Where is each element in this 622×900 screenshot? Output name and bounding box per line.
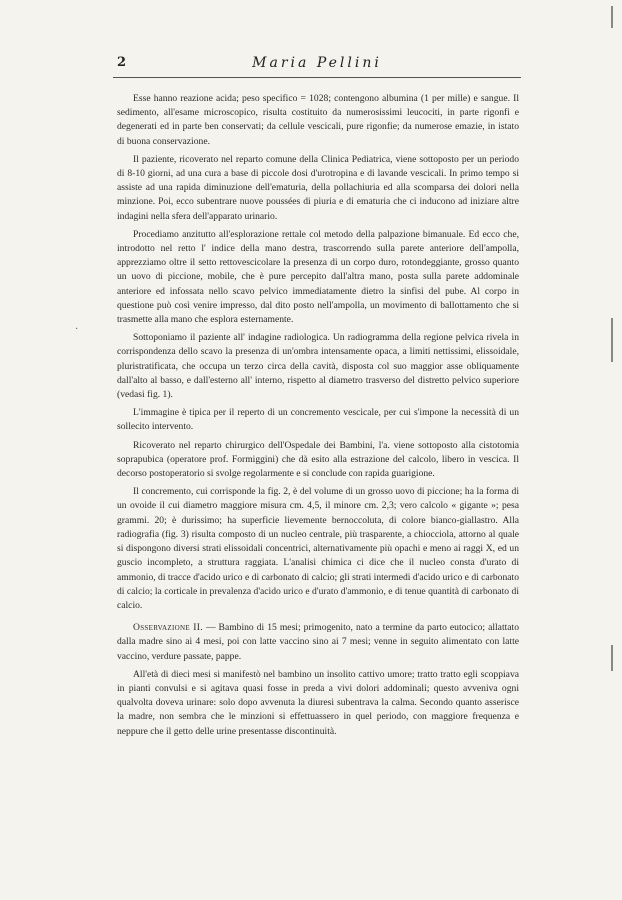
- paragraph: L'immagine è tipica per il reperto di un concremento vescicale, per cui s'impone la necessità di un sollecito intervento.: [117, 407, 519, 433]
- margin-scan-line: [611, 645, 613, 671]
- paragraph: Procediamo anzitutto all'esplorazione rettale col metodo della palpazione bimanuale. Ed ecco che, introdotto nel retto l' indice della mano destra, trascorrendo sulla parete anteriore dell'ampolla, apprezziamo oltre il setto rettovescicolare la presenza di un corpo duro, rotondeggiante, grosso quanto un uovo di piccione, mobile, che è pure percepito dall'altra mano, posta sulla parete addominale anteriore ed infossata nello scavo pelvico immediatamente dietro la sinfisi del pube. Al corpo in questione può così venire impresso, dal dito posto nell'ampolla, un movimento di ballottamento che si trasmette alla mano che esplora esternamente.: [117, 228, 519, 326]
- paragraph: All'età di dieci mesi si manifestò nel bambino un insolito cattivo umore; tratto tratto egli scoppiava in pianti convulsi e si agitava quasi fosse in preda a vivi dolori addominali; questo avveniva ogni qualvolta doveva urinare: solo dopo avvenuta la diuresi subentrava la calma. Secondo quanto asserisce la madre, non sembra che le minzioni si effettuassero in quel periodo, con maggiore frequenza e neppure che il getto delle urine presentasse discontinuità.: [117, 668, 519, 737]
- paragraph: Il concremento, cui corrisponde la fig. 2, è del volume di un grosso uovo di piccione; ha la forma di un ovoide il cui diametro maggiore misura cm. 4,5, il minore cm. 2,3; vero calcolo « gigante »; pesa grammi. 20; è durissimo; ha superficie lievemente bernoccoluta, di colore bianco-giallastro. Alla radiografia (fig. 3) risulta composto di un nucleo centrale, più trasparente, a chiocciola, attorno al quale si dispongono diversi strati elissoidali concentrici, alternativamente più opachi e meno ai raggi X, ed un guscio incompleto, a struttura raggiata. L'analisi chimica ci dice che il nucleo consta d'urato di ammonio, di tracce d'acido urico e di carbonato di calcio; gli strati intermedi d'acido urico e di carbonato di calcio; la corticale in prevalenza d'acido urico e d'urato d'ammonio, e di tenue quantità di carbonato di calcio.: [117, 486, 519, 611]
- paragraph: [117, 621, 519, 664]
- paragraph: Il paziente, ricoverato nel reparto comune della Clinica Pediatrica, viene sottoposto per un periodo di 8-10 giorni, ad una cura a base di piccole dosi d'urotropina e di lavande vescicali. In primo tempo si assiste ad una rapida diminuzione dell'ematuria, della pollachiuria ed alla scomparsa dei dolori nella minzione. Poi, ecco subentrare nuove poussées di piuria e di ematuria che ci inducono ad iniziare altre indagini nella sfera dell'apparato urinario.: [117, 153, 519, 222]
- paragraph-text: — Bambino di 15 mesi; primogenito, nato a termine da parto eutocico; allattato dalla madre sino ai 4 mesi, poi con latte vaccino sino ai 7 mesi; venne in seguito alimentato con latte vaccino, verdure passate, pappe.: [117, 622, 519, 662]
- running-head: Maria Pellini: [252, 55, 382, 71]
- body-text: [117, 92, 519, 743]
- paragraph: Esse hanno reazione acida; peso specifico = 1028; contengono albumina (1 per mille) e sangue. Il sedimento, all'esame microscopico, risulta costituito da numerosissimi leucociti, in parte rigonfi e degenerati ed in parte ben conservati; da cellule vescicali, pure rigonfie; da numerose emazie, in istato di buona conservazione.: [117, 93, 519, 147]
- paragraph: Sottoponiamo il paziente all' indagine radiologica. Un radiogramma della regione pelvica rivela in corrispondenza dello scavo la presenza di un'ombra intensamente opaca, a limiti nettissimi, elissoidale, pluristratificata, che occupa un terzo circa della cavità, disposta col suo maggior asse obliquamente dall'alto al basso, e dall'esterno all' interno, rispetto al diametro trasverso del distretto pelvico superiore (vedasi fig. 1).: [117, 332, 519, 401]
- margin-mark: ·: [75, 324, 79, 335]
- margin-scan-line: [611, 318, 613, 362]
- margin-scan-line: [611, 6, 613, 28]
- observation-heading: Osservazione II.: [133, 622, 203, 634]
- page-number: 2: [117, 55, 127, 70]
- header-rule: [113, 77, 521, 78]
- page-header: [113, 55, 521, 77]
- paragraph: Ricoverato nel reparto chirurgico dell'Ospedale dei Bambini, l'a. viene sottoposto alla cistotomia soprapubica (operatore prof. Formiggini) che dà esito alla estrazione del calcolo, libero in vescica. Il decorso postoperatorio si svolge regolarmente e si conclude con rapida guarigione.: [117, 439, 519, 480]
